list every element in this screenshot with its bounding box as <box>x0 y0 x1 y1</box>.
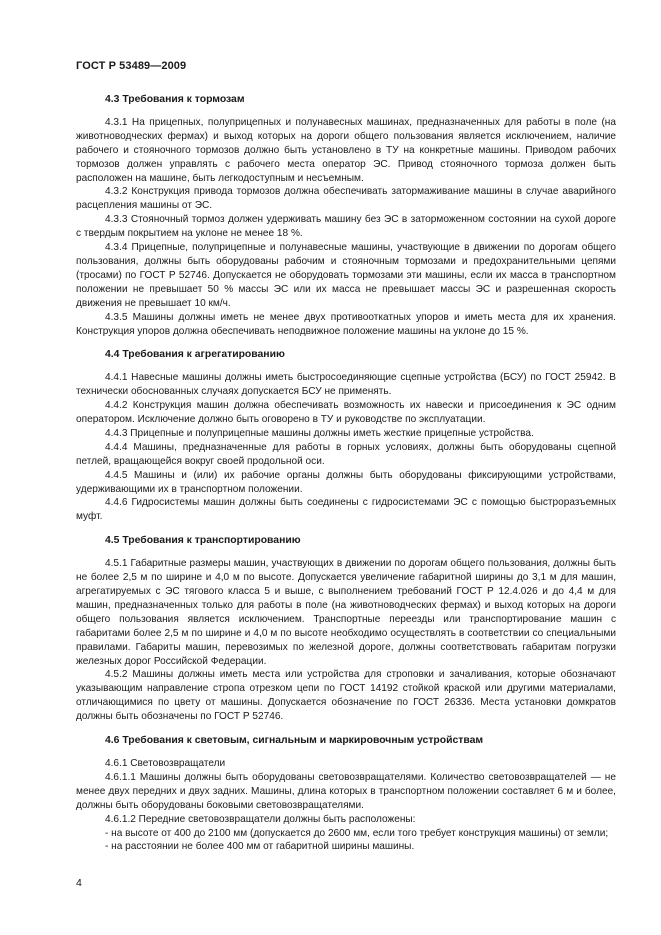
paragraph-4-4-2: 4.4.2 Конструкция машин должна обеспечивать возможность их навески и присоединения к ЭС одним оператором. Исключение должно быть оговорено в ТУ и руководстве по эксплуатации. <box>76 400 616 426</box>
paragraph-4-5-2: 4.5.2 Машины должны иметь места или устройства для строповки и зачаливания, которые обозначают указывающим направление стропа отрезком цепи по ГОСТ 14192 стойкой краской или другими материалами, отличающимися по цвету от машины. Допускается обозначение по ГОСТ 26336. Места установки домкратов должны быть обозначены по ГОСТ Р 52746. <box>76 669 616 723</box>
paragraph-4-4-1: 4.4.1 Навесные машины должны иметь быстросоединяющие сцепные устройства (БСУ) по ГОСТ 25942. В технически обоснованных случаях допускается БСУ не применять. <box>76 372 616 398</box>
paragraph-4-6-1-1: 4.6.1.1 Машины должны быть оборудованы световозвращателями. Количество световозвращателей — не менее двух передних и двух задних. Машины, длина которых в транспортном положении составляет 6 м и более, должны быть оборудованы боковыми световозвращателями. <box>76 771 616 811</box>
paragraph-4-5-1: 4.5.1 Габаритные размеры машин, участвующих в движении по дорогам общего пользования, должны быть не более 2,5 м по ширине и 4,0 м по высоте. Допускается увеличение габаритной ширины до 3,1 м для машин, агрегатируемых с ЭС тягового класса 5 и выше, с выполнением требований ГОСТ Р 12.4.026 и до 4,4 м для машин, предназначенных только для работы в поле (на животноводческих фермах) и выход которых на дороги общего пользования является исключением. Транспортные переезды или транспортирование машин с габаритами более 2,5 м по ширине и 4,0 м по высоте необходимо осуществлять в соответствии со специальными правилами. Габариты машин, перевозимых по железной дороге, должны соответствовать габаритам погрузки железных дорог Российской Федерации. <box>76 558 616 667</box>
document-code-header: ГОСТ Р 53489—2009 <box>76 60 187 72</box>
paragraph-4-3-4: 4.3.4 Прицепные, полуприцепные и полунавесные машины, участвующие в движении по дорогам общего пользования, должны быть оборудованы рабочим и стояночным тормозами и предохранительными цепями (тросами) по ГОСТ Р 52746. Допускается не оборудовать тормозами эти машины, если их масса в транспортном положении не превышает 50 % массы ЭС или их масса не превышает массы ЭС и разрешенная скорость движения не превышает 10 км/ч. <box>76 242 616 309</box>
paragraph-4-6-1-2: 4.6.1.2 Передние световозвращатели должны быть расположены: <box>105 813 416 825</box>
list-item-dash: - на высоте от 400 до 2100 мм (допускается до 2600 мм, если того требует конструкция машины) от земли; <box>105 827 609 839</box>
paragraph-4-3-2: 4.3.2 Конструкция привода тормозов должна обеспечивать затормаживание машины в случае аварийного расцепления машины от ЭС. <box>76 186 616 212</box>
paragraph-4-3-1: 4.3.1 На прицепных, полуприцепных и полунавесных машинах, предназначенных для работы в поле (на животноводческих фермах) и выход которых на дороги общего пользования является исключением, наличие рабочего и стояночного тормозов должно быть установлено в ТУ на конкретные машины. Приводом рабочих тормозов должен управлять с рабочего места оператор ЭС. Привод стояночного тормоза должен быть расположен на машине, быть легкодоступным и несъемным. <box>76 116 616 184</box>
section-heading-4-5: 4.5 Требования к транспортированию <box>105 535 301 547</box>
section-heading-4-4: 4.4 Требования к агрегатированию <box>105 349 285 361</box>
paragraph-4-3-5: 4.3.5 Машины должны иметь не менее двух противооткатных упоров и иметь места для их хранения. Конструкция упоров должна обеспечивать неподвижное положение машины на уклоне до 15 %. <box>76 311 616 337</box>
paragraph-4-4-5: 4.4.5 Машины и (или) их рабочие органы должны быть оборудованы фиксирующими устройствами, удерживающими их в транспортном положении. <box>76 469 616 495</box>
page-number: 4 <box>76 877 82 889</box>
list-item-dash: - на расстоянии не более 400 мм от габаритной ширины машины. <box>105 841 415 853</box>
document-body <box>76 93 616 854</box>
paragraph-4-4-6: 4.4.6 Гидросистемы машин должны быть соединены с гидросистемами ЭС с помощью быстроразъемных муфт. <box>76 497 616 523</box>
paragraph-4-4-3: 4.4.3 Прицепные и полуприцепные машины должны иметь жесткие прицепные устройства. <box>105 427 534 439</box>
paragraph-4-4-4: 4.4.4 Машины, предназначенные для работы в горных условиях, должны быть оборудованы сцепной петлей, вращающейся вокруг своей продольной оси. <box>76 441 616 467</box>
paragraph-4-3-3: 4.3.3 Стояночный тормоз должен удерживать машину без ЭС в заторможенном состоянии на сухой дороге с твердым покрытием на уклоне не менее 18 %. <box>76 214 616 240</box>
paragraph-4-6-1: 4.6.1 Световозвращатели <box>105 757 226 769</box>
section-heading-4-3: 4.3 Требования к тормозам <box>105 94 245 105</box>
section-heading-4-6: 4.6 Требования к световым, сигнальным и маркировочным устройствам <box>105 735 484 747</box>
